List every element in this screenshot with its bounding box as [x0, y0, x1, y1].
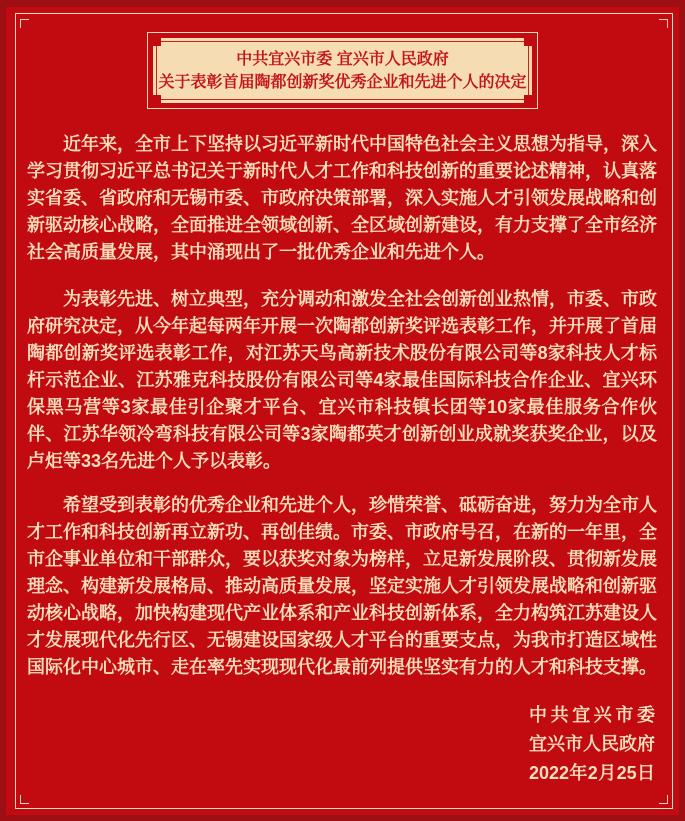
signature-org-1: 中共宜兴市委 [529, 705, 655, 725]
signature-block [529, 701, 655, 788]
title-plaque [147, 32, 538, 109]
issuing-authority: 中共宜兴市委 宜兴市人民政府 [236, 50, 449, 68]
frame-corner-mark-bottom-right [659, 795, 668, 804]
signature-date: 2022年2月25日 [529, 763, 655, 783]
title-plaque-panel [153, 38, 532, 103]
frame-corner-mark-bottom-left [20, 795, 29, 804]
body-paragraph-3: 希望受到表彰的优秀企业和先进个人，珍惜荣誉、砥砺奋进，努力为全市人才工作和科技创新再立新功、再创佳绩。市委、市政府号召，在新的一年里，全市企事业单位和干部群众，要以获奖对象为榜样，立足新发展阶段、贯彻新发展理念、构建新发展格局、推动高质量发展，坚定实施人才引领发展战略和创新驱动核心战略，加快构建现代产业体系和产业科技创新体系，全力构筑江苏建设人才发展现代化先行区、无锡建设国家级人才平台的重要支点，为我市打造区域性国际化中心城市、走在率先实现现代化最前列提供坚实有力的人才和科技支撑。 [27, 495, 657, 677]
body-paragraph-1: 近年来，全市上下坚持以习近平新时代中国特色社会主义思想为指导，深入学习贯彻习近平总书记关于新时代人才工作和科技创新的重要论述精神，认真落实省委、省政府和无锡市委、市政府决策部署，深入实施人才引领发展战略和创新驱动核心战略，全面推进全领域创新、全区域创新建设，有力支撑了全市经济社会高质量发展，其中涌现出了一批优秀企业和先进个人。 [27, 134, 657, 262]
body-paragraph-2: 为表彰先进、树立典型，充分调动和激发全社会创新创业热情，市委、市政府研究决定，从今年起每两年开展一次陶都创新奖评选表彰工作，并开展了首届陶都创新奖评选表彰工作，对江苏天鸟高新技术股份有限公司等8家科技人才标杆示范企业、江苏雅克科技股份有限公司等4家最佳国际科技合作企业、宜兴环保黑马营等3家最佳引企聚才平台、宜兴市科技镇长团等10家最佳服务合作伙伴、江苏华领冷弯科技有限公司等3家陶都英才创新创业成就奖获奖企业，以及卢炬等33名先进个人予以表彰。 [27, 289, 657, 471]
document-title: 关于表彰首届陶都创新奖优秀企业和先进个人的决定 [158, 73, 527, 91]
frame-corner-mark-top-left [20, 19, 29, 28]
frame-corner-mark-top-right [659, 19, 668, 28]
signature-org-2: 宜兴市人民政府 [529, 734, 655, 754]
